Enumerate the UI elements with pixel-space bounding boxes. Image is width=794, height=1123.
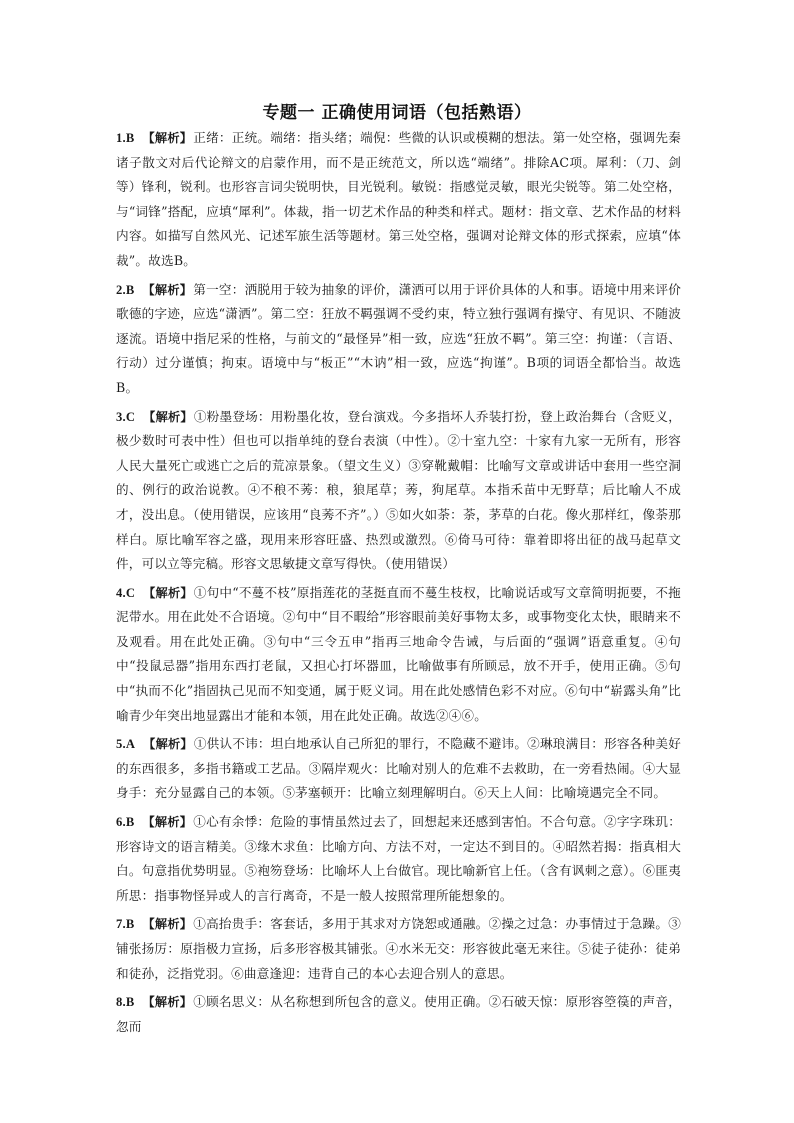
answer-number: 7.B [116,917,135,932]
answer-item [116,405,681,577]
analysis-tag: 【解析】 [142,282,193,297]
answer-number: 5.A [116,737,136,752]
answer-item [116,990,681,1039]
answer-text: ①高抬贵手：客套话，多用于其求对方饶恕或通融。②操之过急：办事情过于急躁。③铺张扬厉：原指极力宣扬，后多形容极其铺张。④水米无交：形容彼此毫无来往。⑤徒子徒孙：徒弟和徒孙，泛指党羽。⑥曲意逢迎：违背自己的本心去迎合别人的意思。 [116,916,681,981]
page-title: 专题一 正确使用词语（包括熟语） [262,103,532,123]
analysis-tag: 【解析】 [142,815,193,830]
answer-item [116,732,681,806]
analysis-tag: 【解析】 [143,585,193,600]
analysis-tag: 【解析】 [142,917,193,932]
answer-item [116,810,681,908]
answer-item [116,912,681,986]
analysis-tag: 【解析】 [143,737,193,752]
answer-number: 4.C [116,585,136,600]
answer-list [116,126,681,1043]
answer-number: 1.B [116,131,135,145]
answer-text: ①心有余悸：危险的事情虽然过去了，回想起来还感到害怕。不合句意。②字字珠玑：形容诗文的语言精美。③缘木求鱼：比喻方向、方法不对，一定达不到目的。④昭然若揭：指真相大白。句意指优势明显。⑤袍笏登场：比喻坏人上台做官。现比喻新官上任。（含有讽刺之意）。⑥匪夷所思：指事物怪异或人的言行离奇，不是一般人按照常理所能想象的。 [116,814,681,903]
answer-text: ①供认不讳：坦白地承认自己所犯的罪行，不隐藏不避讳。②琳琅满目：形容各种美好的东西很多，多指书籍或工艺品。③隔岸观火：比喻对别人的危难不去救助，在一旁看热闹。④大显身手：充分显露自己的本领。⑤茅塞顿开：比喻立刻理解明白。⑥天上人间：比喻境遇完全不同。 [116,736,681,801]
analysis-tag: 【解析】 [142,131,193,145]
answer-text: 第一空：洒脱用于较为抽象的评价，潇洒可以用于评价具体的人和事。语境中用来评价歌德的字迹，应选“潇洒”。第二空：狂放不羁强调不受约束，特立独行强调有操守、有见识、不随波逐流。语境中指尼采的性格，与前文的“最怪异”相一致，应选“狂放不羁”。第三空：拘谨：（言语、行动）过分谨慎；拘束。语境中与“板正”“木讷”相一致，应选“拘谨”。B项的词语全都恰当。故选B。 [116,281,681,395]
answer-text: ①顾名思义：从名称想到所包含的意义。使用正确。②石破天惊：原形容箜篌的声音，忽而 [116,994,681,1034]
answer-text: 正绪：正统。端绪：指头绪；端倪：些微的认识或模糊的想法。第一处空格，强调先秦诸子散文对后代论辩文的启蒙作用，而不是正统范文，所以选“端绪”。排除AC项。犀利：（刀、剑等）锋利，锐利。也形容言词尖锐明快，目光锐利。敏锐：指感觉灵敏，眼光尖锐等。第二处空格，与“词锋”搭配，应填“犀利”。体裁，指一切艺术作品的种类和样式。题材：指文章、艺术作品的材料内容。如描写自然风光、记述军旅生活等题材。第三处空格，强调对论辩文体的形式探索，应填“体裁”。故选B。 [116,130,681,268]
analysis-tag: 【解析】 [143,409,193,424]
answer-number: 8.B [116,995,135,1010]
answer-item [116,278,681,401]
answer-text: ①粉墨登场：用粉墨化妆，登台演戏。今多指坏人乔装打扮，登上政治舞台（含贬义，极少数时可表中性）但也可以指单纯的登台表演（中性）。②十室九空：十家有九家一无所有，形容人民大量死亡或逃亡之后的荒凉景象。（望文生义）③穿靴戴帽：比喻写文章或讲话中套用一些空洞的、例行的政治说教。④不稂不莠：稂，狼尾草；莠，狗尾草。本指禾苗中无野草；后比喻人不成才，没出息。（使用错误，应该用“良莠不齐”。）⑤如火如荼：荼，茅草的白花。像火那样红，像荼那样白。原比喻军容之盛，现用来形容旺盛、热烈或激烈。⑥倚马可待：靠着即将出征的战马起草文件，可以立等完稿。形容文思敏捷文章写得快。（使用错误） [116,408,681,572]
answer-item [116,126,681,274]
answer-text: ①句中“不蔓不枝”原指莲花的茎挺直而不蔓生枝杈，比喻说话或写文章简明扼要，不拖泥带水。用在此处不合语境。②句中“目不暇给”形容眼前美好事物太多，或事物变化太快，眼睛来不及观看。用在此处正确。③句中“三令五申”指再三地命令告诫，与后面的“强调”语意重复。④句中“投鼠忌器”指用东西打老鼠，又担心打坏器皿，比喻做事有所顾忌，放不开手，使用正确。⑤句中“执而不化”指固执己见而不知变通，属于贬义词。用在此处感情色彩不对应。⑥句中“崭露头角”比喻青少年突出地显露出才能和本领，用在此处正确。故选②④⑥。 [116,584,681,723]
answer-number: 3.C [116,409,136,424]
answer-number: 6.B [116,815,135,830]
answer-item [116,581,681,729]
analysis-tag: 【解析】 [142,995,193,1010]
answer-number: 2.B [116,282,135,297]
